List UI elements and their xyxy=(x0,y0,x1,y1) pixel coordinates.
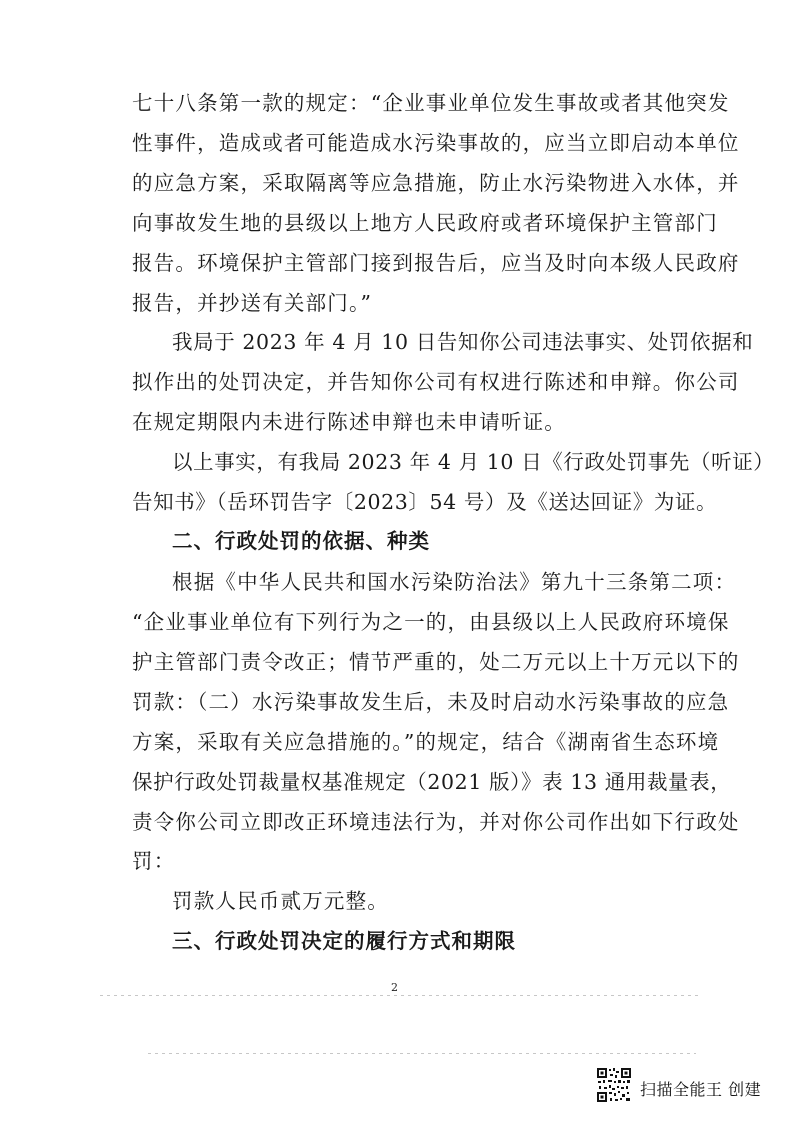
body-text-line: 以上事实，有我局 2023 年 4 月 10 日《行政处罚事先（听证） xyxy=(172,450,775,474)
body-text-line: 拟作出的处罚决定，并告知你公司有权进行陈述和申辩。你公司 xyxy=(132,370,740,394)
scanner-watermark: 扫描全能王 创建 xyxy=(640,1080,762,1099)
body-text-line: “企业事业单位有下列行为之一的，由县级以上人民政府环境保 xyxy=(132,610,730,634)
page-number: 2 xyxy=(391,981,398,994)
body-text-line: 报告，并抄送有关部门。” xyxy=(132,291,373,315)
scan-artifact-line xyxy=(100,995,700,996)
body-text-line: 罚款：（二）水污染事故发生后，未及时启动水污染事故的应急 xyxy=(132,690,730,714)
body-text-line: 根据《中华人民共和国水污染防治法》第九十三条第二项： xyxy=(172,570,737,594)
body-text-line: 的应急方案，采取隔离等应急措施，防止水污染物进入水体，并 xyxy=(132,171,740,195)
body-text-line: 责令你公司立即改正环境违法行为，并对你公司作出如下行政处 xyxy=(132,810,740,834)
section-heading: 二、行政处罚的依据、种类 xyxy=(172,529,430,553)
body-text-line: 保护行政处罚裁量权基准规定（2021 版）》表 13 通用裁量表， xyxy=(132,770,732,794)
body-text-line: 报告。环境保护主管部门接到报告后，应当及时向本级人民政府 xyxy=(132,251,740,275)
body-text-line: 向事故发生地的县级以上地方人民政府或者环境保护主管部门 xyxy=(132,211,718,235)
body-text-line: 罚： xyxy=(132,849,176,873)
body-text-line: 性事件，造成或者可能造成水污染事故的，应当立即启动本单位 xyxy=(132,131,740,155)
body-text-line: 护主管部门责令改正；情节严重的，处二万元以上十万元以下的 xyxy=(132,650,740,674)
body-text-line: 方案，采取有关应急措施的。”的规定，结合《湖南省生态环境 xyxy=(132,730,720,754)
body-text-line: 罚款人民币贰万元整。 xyxy=(172,889,389,913)
body-text-line: 我局于 2023 年 4 月 10 日告知你公司违法事实、处罚依据和 xyxy=(172,330,754,354)
qr-code-icon xyxy=(596,1067,632,1103)
body-text-line: 在规定期限内未进行陈述申辩也未申请听证。 xyxy=(132,410,566,434)
section-heading: 三、行政处罚决定的履行方式和期限 xyxy=(172,929,516,953)
body-text-line: 告知书》（岳环罚告字〔2023〕54 号）及《送达回证》为证。 xyxy=(132,490,718,514)
body-text-line: 七十八条第一款的规定：“企业事业单位发生事故或者其他突发 xyxy=(132,91,730,115)
scan-artifact-line xyxy=(148,1053,696,1054)
